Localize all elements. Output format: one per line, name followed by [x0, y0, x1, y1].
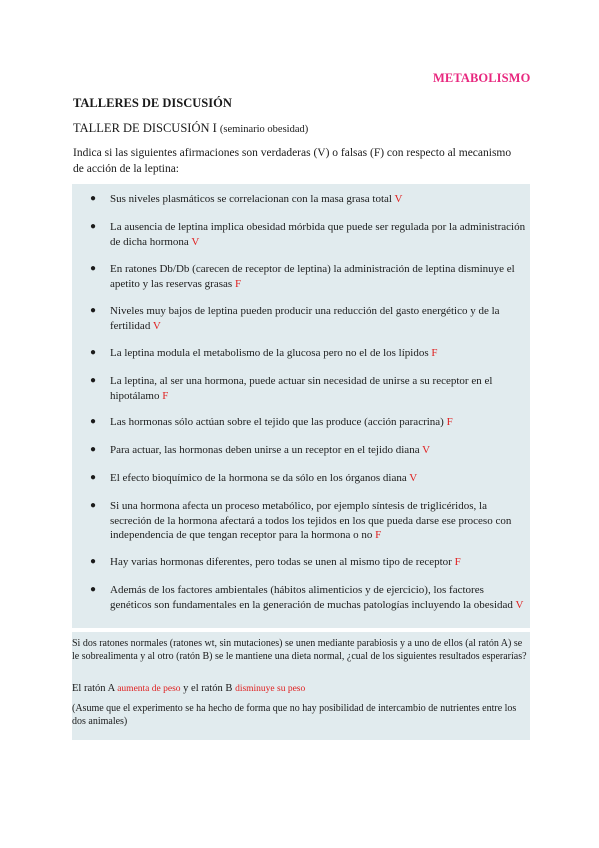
instructions: Indica si las siguientes afirmaciones son verdaderas (V) o falsas (F) con respecto al mecanismo de acción de la leptina:: [73, 147, 512, 175]
bullet-icon: ●: [90, 416, 97, 427]
statement-text: El efecto bioquímico de la hormona se da sólo en los órganos diana: [110, 472, 410, 484]
statement-answer: V: [409, 472, 418, 484]
question-answer: [72, 682, 527, 696]
statement-answer: V: [394, 193, 403, 205]
statement-text: Hay varias hormonas diferentes, pero todas se unen al mismo tipo de receptor: [110, 556, 455, 568]
statement-item: [90, 192, 528, 207]
statement-item: [90, 555, 528, 570]
statement-text: La leptina modula el metabolismo de la glucosa pero no el de los lípidos: [110, 347, 432, 359]
bullet-icon: ●: [90, 305, 97, 316]
statement-item: [90, 583, 528, 612]
statement-answer: V: [191, 235, 200, 248]
question-text: Si dos ratones normales (ratones wt, sin mutaciones) se unen mediante parabiosis y a uno de ellos (al ratón A) se le sobrealimenta y al otro (ratón B) se le mantiene una dieta normal, ¿cual de los siguientes resultados esperarías?: [72, 638, 527, 662]
statement-answer: F: [431, 347, 438, 359]
statement-item: [90, 220, 528, 249]
statement-text: La ausencia de leptina implica obesidad mórbida que puede ser regulada por la administración de dicha hormona: [110, 221, 526, 248]
statement-item: [90, 471, 528, 486]
statement-item: [90, 415, 528, 430]
statement-text: Las hormonas sólo actúan sobre el tejido que las produce (acción paracrina): [110, 416, 447, 428]
statement-text: Sus niveles plasmáticos se correlacionan con la masa grasa total: [110, 193, 395, 205]
statement-answer: F: [234, 277, 242, 290]
statement-answer: F: [454, 556, 461, 568]
bullet-icon: ●: [90, 193, 97, 204]
statement-item: [90, 499, 528, 543]
bullet-icon: ●: [90, 556, 97, 567]
bullet-icon: ●: [90, 347, 97, 358]
bullet-icon: ●: [90, 500, 97, 511]
statement-item: [90, 346, 528, 361]
bullet-icon: ●: [90, 263, 97, 274]
statements-panel: [72, 184, 530, 628]
statement-text: Niveles muy bajos de leptina pueden producir una reducción del gasto energético y de la fertilidad: [110, 305, 500, 332]
subtitle-main: TALLER DE DISCUSIÓN I: [73, 121, 217, 135]
answer-mid: y el ratón B: [180, 683, 236, 694]
bullet-icon: ●: [90, 221, 97, 232]
statement-text: La leptina, al ser una hormona, puede actuar sin necesidad de unirse a su receptor en el hipotálamo: [110, 375, 493, 402]
bullet-icon: ●: [90, 584, 97, 595]
bullet-icon: ●: [90, 472, 97, 483]
statement-text: Para actuar, las hormonas deben unirse a un receptor en el tejido diana: [110, 444, 423, 456]
statement-answer: V: [152, 319, 161, 332]
subtitle-paren: (seminario obesidad): [219, 124, 309, 135]
workshop-subtitle: [73, 121, 308, 136]
question-note: (Asume que el experimento se ha hecho de forma que no hay posibilidad de intercambio de nutrientes entre los dos animales): [72, 703, 517, 727]
parabiosis-question-panel: [72, 632, 530, 740]
bullet-icon: ●: [90, 375, 97, 386]
answer-mouse-b: disminuye su peso: [235, 684, 306, 694]
statement-item: [90, 262, 528, 291]
topic-header: METABOLISMO: [433, 71, 531, 85]
statement-item: [90, 374, 528, 403]
section-title: TALLERES DE DISCUSIÓN: [73, 96, 232, 110]
statement-answer: F: [446, 416, 453, 428]
bullet-icon: ●: [90, 444, 97, 455]
answer-prefix: El ratón A: [72, 683, 118, 694]
statement-answer: F: [375, 529, 382, 541]
answer-mouse-a: aumenta de peso: [117, 684, 181, 694]
statement-item: [90, 443, 528, 458]
statement-answer: V: [515, 598, 524, 611]
statement-item: [90, 304, 528, 333]
statement-text: En ratones Db/Db (carecen de receptor de leptina) la administración de leptina disminuye el apetito y las reservas grasas: [110, 263, 515, 290]
statement-answer: F: [162, 389, 169, 402]
statement-text: Si una hormona afecta un proceso metabólico, por ejemplo síntesis de triglicéridos, la secreción de la hormona afectará a todos los tejidos en los que pueda darse ese proceso con independencia de que tengan receptor para la hormona o no: [110, 500, 512, 541]
statement-answer: V: [422, 444, 431, 456]
statement-text: Además de los factores ambientales (hábitos alimenticios y de ejercicio), los factores genéticos son fundamentales en la generación de muchas patologías incluyendo la obesidad: [110, 584, 516, 611]
